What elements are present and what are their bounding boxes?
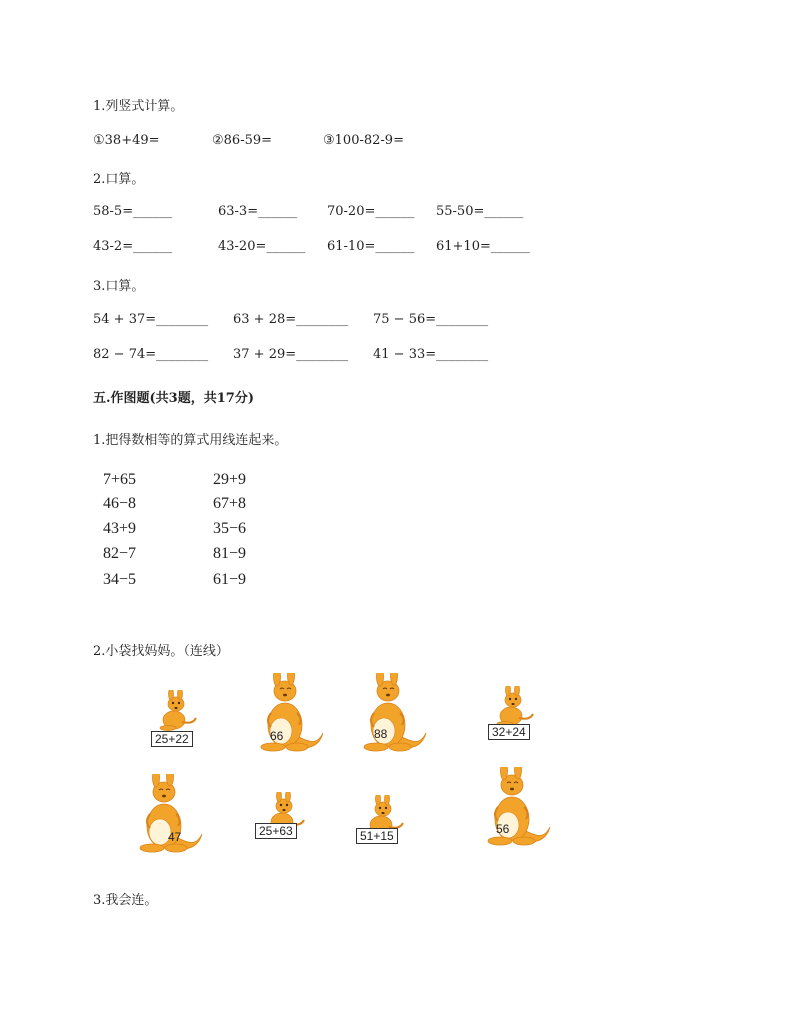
question-title: 1.把得数相等的算式用线连起来。 xyxy=(93,433,288,448)
section-heading: 五.作图题(共3题，共17分) xyxy=(93,391,254,406)
mother-kangaroo-label: 56 xyxy=(496,822,510,836)
exercise-item: 63-3=______ xyxy=(218,204,298,219)
question-title: 3.我会连。 xyxy=(93,893,158,908)
exercise-item: 61-10=______ xyxy=(327,239,415,254)
expression-left: 82−7 xyxy=(103,545,137,562)
exercise-item: 82 − 74=________ xyxy=(93,347,209,362)
expression-right: 61−9 xyxy=(213,571,247,588)
exercise-item: 43-2=______ xyxy=(93,239,173,254)
exercise-item: ③100-82-9= xyxy=(323,133,404,148)
baby-kangaroo-label: 25+63 xyxy=(255,823,297,839)
baby-kangaroo-label: 32+24 xyxy=(488,724,530,740)
exercise-item: 75 − 56=________ xyxy=(373,312,489,327)
exercise-item: 54 + 37=________ xyxy=(93,312,209,327)
expression-right: 35−6 xyxy=(213,520,247,537)
mother-kangaroo-label: 88 xyxy=(374,727,388,741)
exercise-item: ②86-59= xyxy=(212,133,273,148)
expression-left: 7+65 xyxy=(103,471,137,488)
exercise-item: 63 + 28=________ xyxy=(233,312,349,327)
mother-kangaroo-image xyxy=(255,673,325,753)
expression-right: 81−9 xyxy=(213,545,247,562)
exercise-item: 70-20=______ xyxy=(327,204,415,219)
mother-kangaroo-label: 47 xyxy=(168,830,182,844)
question-title: 2.小袋找妈妈。（连线） xyxy=(93,644,229,659)
mother-kangaroo-image xyxy=(358,673,428,753)
expression-left: 43+9 xyxy=(103,520,137,537)
mother-kangaroo-image xyxy=(482,767,552,847)
exercise-item: 37 + 29=________ xyxy=(233,347,349,362)
exercise-item: 43-20=______ xyxy=(218,239,306,254)
baby-kangaroo-label: 51+15 xyxy=(356,828,398,844)
exercise-item: 55-50=______ xyxy=(436,204,524,219)
exercise-item: ①38+49= xyxy=(93,133,160,148)
question-title: 2.口算。 xyxy=(93,172,145,187)
baby-kangaroo-image xyxy=(487,686,537,728)
expression-left: 46−8 xyxy=(103,495,137,512)
expression-left: 34−5 xyxy=(103,571,137,588)
exercise-item: 58-5=______ xyxy=(93,204,173,219)
question-title: 1.列竖式计算。 xyxy=(93,99,184,114)
expression-right: 29+9 xyxy=(213,471,247,488)
mother-kangaroo-label: 66 xyxy=(270,729,284,743)
question-title: 3.口算。 xyxy=(93,279,145,294)
exercise-item: 41 − 33=________ xyxy=(373,347,489,362)
exercise-item: 61+10=______ xyxy=(436,239,530,254)
baby-kangaroo-image xyxy=(150,690,200,732)
baby-kangaroo-label: 25+22 xyxy=(151,731,193,747)
expression-right: 67+8 xyxy=(213,495,247,512)
